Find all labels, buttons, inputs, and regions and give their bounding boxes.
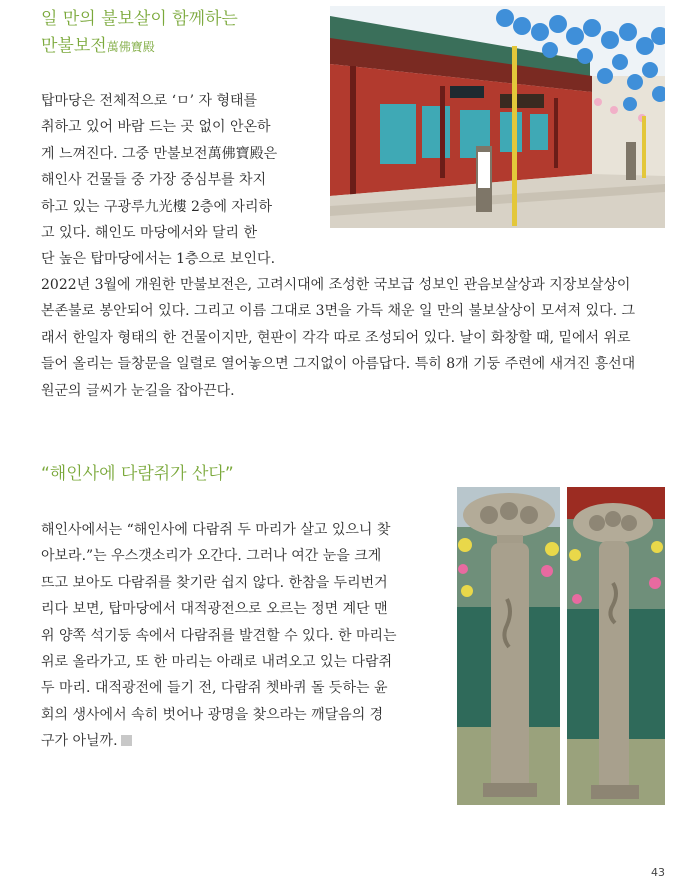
text-line: 취하고 있어 바람 드는 곳 없이 안온하 [41,119,271,136]
text-line: 고 있다. 해인도 마당에서와 달리 한 [41,225,258,242]
section1-paragraph-wide [41,272,665,404]
section1-subheading [41,33,155,60]
subheading-hanja: 萬佛寶殿 [106,40,155,54]
text-line: 들어 올리는 들창문을 일렬로 열어놓으면 그지없이 아름답다. 특히 8개 기둥 주련에 새겨진 흥선대 [41,356,636,373]
text-line: 해인사에서는 “해인사에 다람쥐 두 마리가 살고 있으니 찾 [41,522,391,538]
temple-photo [330,6,665,228]
stone-pillar-illustration-left [457,487,560,805]
text-line: 위 양쪽 석기둥 속에서 다람쥐를 발견할 수 있다. 한 마리는 [41,627,397,644]
text-line: 하고 있는 구광루九光樓 2층에 자리하 [41,198,272,215]
section2-heading: “해인사에 다람쥐가 산다” [41,464,234,484]
text-line: 회의 생사에서 속히 벗어나 광명을 찾으라는 깨달음의 경 [41,706,384,723]
stone-pillar-illustration-right [567,487,665,805]
text-line: 해인사 건물들 중 가장 중심부를 차지 [41,172,267,189]
end-mark-icon [121,735,132,746]
subheading-korean: 만불보전 [41,36,107,56]
text-line: 원군의 글씨가 눈길을 잡아끈다. [41,382,235,399]
text-line: 구가 아닐까. [41,733,118,750]
text-line-last [41,728,436,754]
section2-paragraph [41,517,436,755]
text-line: 탑마당은 전체적으로 ‘ㅁ’ 자 형태를 [41,93,258,109]
text-line: 리다 보면, 탑마당에서 대적광전으로 오르는 정면 계단 맨 [41,601,388,618]
text-line: 두 마리. 대적광전에 들기 전, 다람쥐 쳇바퀴 돌 듯하는 윤 [41,680,388,697]
text-line: 아보라.”는 우스갯소리가 오간다. 그러나 여간 눈을 크게 [41,548,382,565]
text-line: 위로 올라가고, 또 한 마리는 아래로 내려오고 있는 다람쥐 [41,654,393,671]
stone-pillar-photo-left [457,487,560,805]
section1-heading: 일 만의 불보살이 함께하는 [41,9,238,29]
page-number: 43 [651,866,665,879]
text-line: 본존불로 봉안되어 있다. 그리고 이름 그대로 3면을 가득 채운 일 만의 불보살상이 모셔져 있다. 그 [41,303,636,320]
stone-pillar-photo-right [567,487,665,805]
text-line: 뜨고 보아도 다람쥐를 찾기란 쉽지 않다. 한참을 두리번거 [41,574,388,591]
section1-paragraph-narrow [41,88,286,273]
text-line: 2022년 3월에 개원한 만불보전은, 고려시대에 조성한 국보급 성보인 관음보살상과 지장보살상이 [41,277,631,293]
text-line: 래서 한일자 형태의 한 건물이지만, 현판이 각각 따로 조성되어 있다. 날이 화창할 때, 밑에서 위로 [41,329,631,346]
text-line: 게 느껴진다. 그중 만불보전萬佛寶殿은 [41,145,278,162]
text-line: 단 높은 탑마당에서는 1층으로 보인다. [41,251,276,268]
temple-photo-illustration [330,6,665,228]
